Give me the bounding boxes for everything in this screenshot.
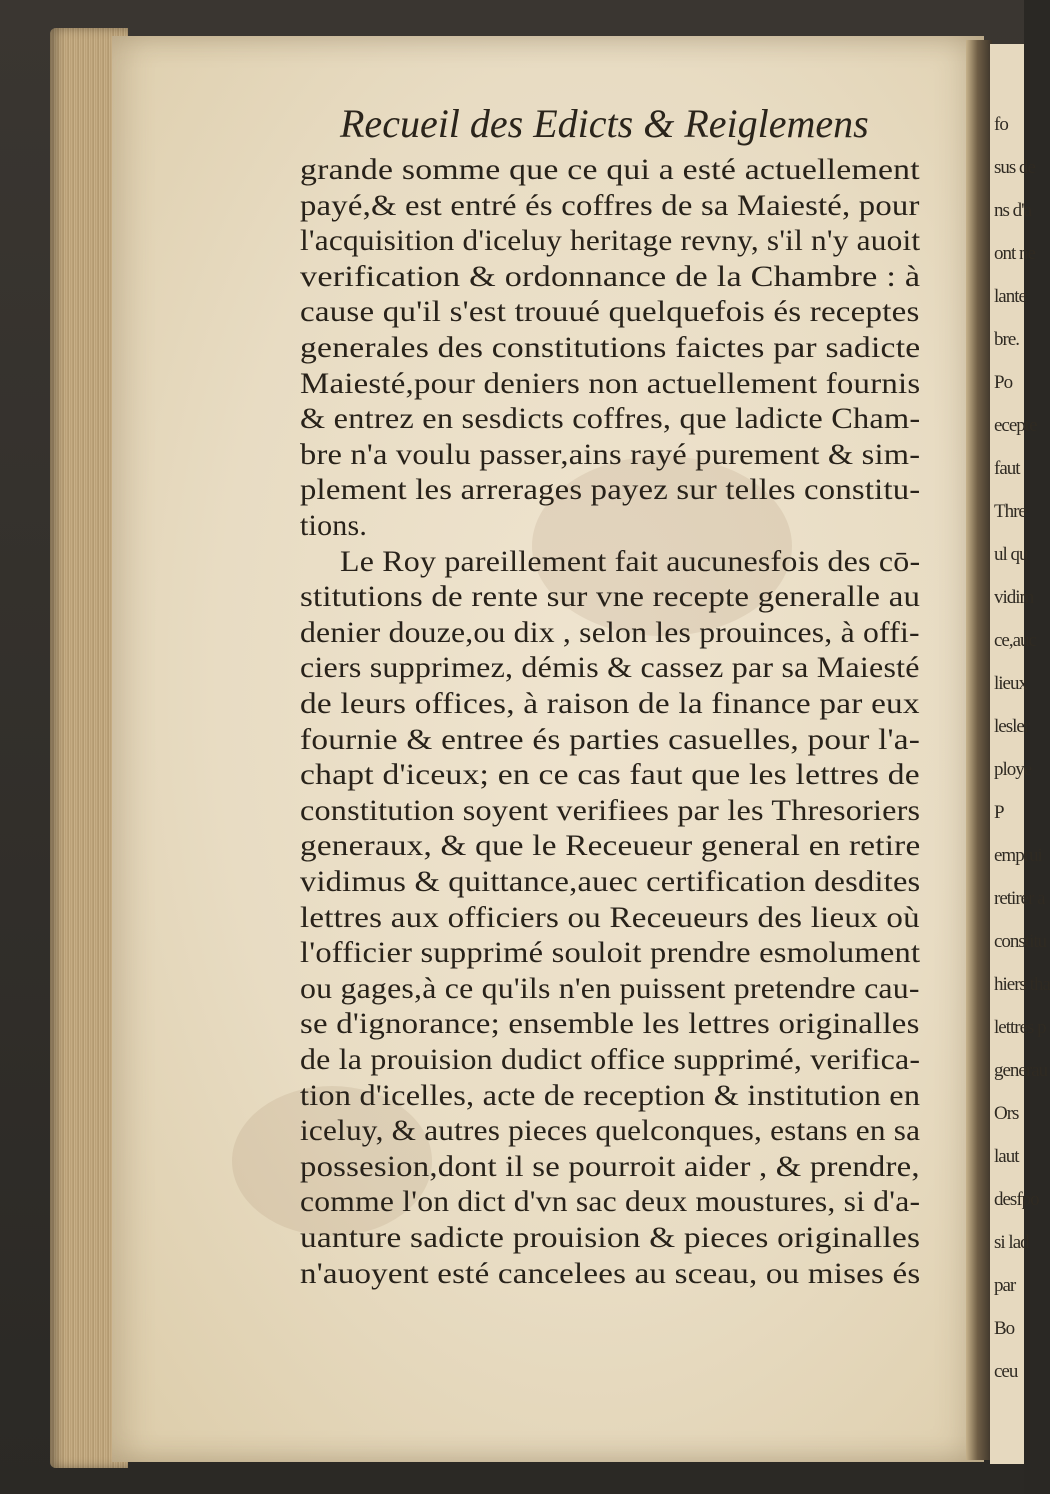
- facing-page-fragment: lesler: [994, 716, 1030, 737]
- text-line: plement les arrerages payez sur telles constitu-: [300, 473, 921, 507]
- facing-page-fragment: P: [994, 802, 1004, 823]
- text-line: comme l'on dict d'vn sac deux moustures, si d'a-: [300, 1185, 921, 1219]
- text-line: uanture sadicte prouision & pieces originalles: [300, 1221, 921, 1254]
- facing-page-fragment: Ors: [994, 1103, 1019, 1124]
- facing-page-fragment: par: [994, 1275, 1016, 1296]
- text-line: generaux, & que le Receueur general en retire: [300, 829, 921, 863]
- text-line: de la prouision dudict office supprimé, verifica-: [300, 1043, 921, 1076]
- facing-page-fragment: ploye: [994, 759, 1032, 780]
- text-line: & entrez en sesdicts coffres, que ladicte Cham-: [300, 402, 921, 436]
- facing-page-fragment: desfpo: [994, 1189, 1039, 1210]
- facing-page-fragment: ecepte: [994, 415, 1037, 436]
- facing-page-fragment: lettres p: [994, 1017, 1046, 1038]
- facing-page-fragment: Bo: [994, 1318, 1015, 1339]
- facing-page-fragment: vidim: [994, 587, 1034, 608]
- text-line: vidimus & quittance,auec certification desdites: [300, 865, 921, 898]
- text-line: l'acquisition d'iceluy heritage revny, s'il n'y auoit: [300, 224, 921, 258]
- facing-page-fragment: lieux: [994, 673, 1027, 694]
- facing-page-fragment: ns d'a: [994, 200, 1032, 221]
- text-line: bre n'a voulu passer,ains rayé purement & sim-: [300, 437, 921, 471]
- text-line: fournie & entree és parties casuelles, pour l'a-: [300, 722, 921, 756]
- running-head: Recueil des Edicts & Reiglemens: [340, 101, 869, 146]
- facing-page-fragment: retirer a: [994, 888, 1045, 909]
- text-line: generales des constitutions faictes par sadicte: [300, 331, 921, 364]
- facing-page-fragment: ont ne: [994, 243, 1035, 264]
- text-line: ciers supprimez, démis & cassez par sa Maiesté: [300, 651, 920, 685]
- text-line: iceluy, & autres pieces quelconques, estans en sa: [300, 1114, 921, 1148]
- text-line: constitution soyent verifiees par les Thresoriers: [300, 793, 921, 827]
- facing-page-fragment: si lad: [994, 1232, 1029, 1253]
- facing-page-fragment: hiers tha: [994, 974, 1050, 995]
- facing-page-fragment: Po: [994, 372, 1013, 393]
- text-line: Le Roy pareillement fait aucunesfois des cō-: [340, 544, 921, 578]
- text-line: stitutions de rente sur vne recepte generalle au: [300, 580, 921, 614]
- text-line: Maiesté,pour deniers non actuellement fournis: [300, 366, 921, 400]
- facing-page-fragment: ceu: [994, 1361, 1018, 1382]
- facing-page-fragment: faut: [994, 458, 1020, 479]
- facing-page-fragment: bre.: [994, 329, 1020, 350]
- facing-page-fragment: constitu: [994, 931, 1047, 952]
- text-line: de leurs offices, à raison de la finance par eux: [300, 687, 920, 720]
- text-line: payé,& est entré és coffres de sa Maiesté, pour: [300, 188, 920, 222]
- facing-page-fragment: laut: [994, 1146, 1019, 1167]
- text-line: tions.: [300, 509, 368, 542]
- text-line: lettres aux officiers ou Receueurs des lieux où: [300, 900, 920, 934]
- facing-page-fragment: generau: [994, 1060, 1048, 1081]
- facing-page-fragment: ce,auc: [994, 630, 1036, 651]
- facing-page-fragment: sus de: [994, 157, 1035, 178]
- facing-page-fragment: emprui: [994, 845, 1042, 866]
- text-line: grande somme que ce qui a esté actuellement: [300, 153, 920, 186]
- text-line: possesion,dont il se pourroit aider , & prendre,: [300, 1149, 920, 1183]
- text-line: denier douze,ou dix , selon les prouinces, à offi-: [300, 615, 920, 649]
- facing-page-fragment: Thre: [994, 501, 1026, 522]
- text-line: se d'ignorance; ensemble les lettres originalles: [300, 1007, 920, 1041]
- facing-page-fragment: ul qu: [994, 544, 1028, 565]
- text-line: tion d'icelles, acte de reception & institution en: [300, 1078, 921, 1112]
- book-gutter: [966, 40, 992, 1460]
- facing-page-fragment: lante: [994, 286, 1026, 307]
- text-line: cause qu'il s'est trouué quelquefois és receptes: [300, 295, 920, 329]
- text-line: verification & ordonnance de la Chambre : à: [300, 259, 921, 293]
- facing-page-edge: [990, 44, 1050, 1464]
- text-line: chapt d'iceux; en ce cas faut que les lettres de: [300, 758, 920, 792]
- text-line: l'officier supprimé souloit prendre esmolument: [300, 936, 921, 970]
- facing-page-fragment: fo: [994, 114, 1008, 135]
- text-line: n'auoyent esté cancelees au sceau, ou mises és: [300, 1256, 921, 1290]
- text-line: ou gages,à ce qu'ils n'en puissent pretendre cau-: [300, 971, 920, 1005]
